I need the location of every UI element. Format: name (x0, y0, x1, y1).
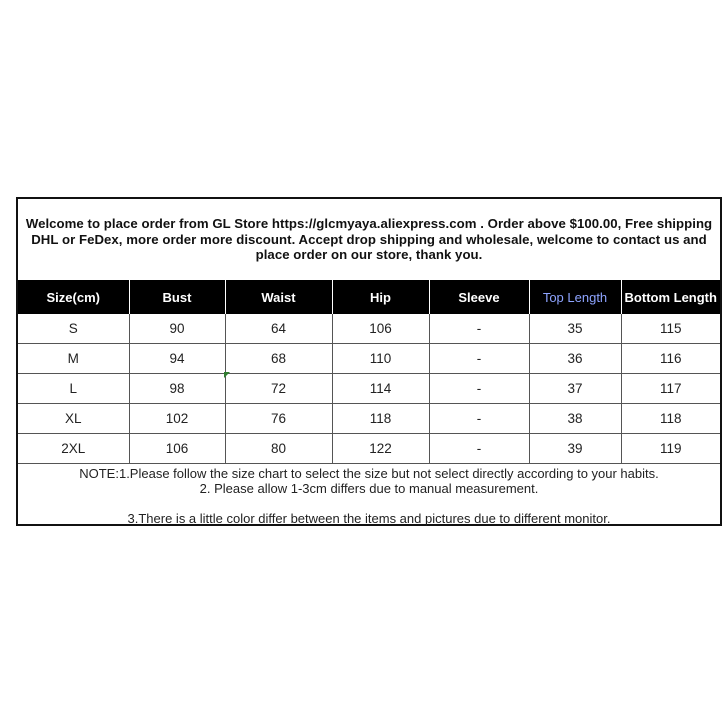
cell-bust: 102 (129, 404, 225, 434)
header-waist: Waist (225, 280, 332, 315)
cell-top-length: 38 (529, 404, 621, 434)
cell-waist: 64 (225, 314, 332, 344)
header-sleeve: Sleeve (429, 280, 529, 315)
cell-hip: 110 (332, 344, 429, 374)
cell-sleeve: - (429, 404, 529, 434)
size-chart (16, 197, 722, 526)
cell-bottom-length: 118 (621, 404, 720, 434)
cell-waist: 72 (225, 374, 332, 404)
cell-hip: 114 (332, 374, 429, 404)
table-row (18, 434, 720, 464)
cell-bust: 94 (129, 344, 225, 374)
header-top-length: Top Length (529, 280, 621, 315)
cell-waist: 76 (225, 404, 332, 434)
header-size: Size(cm) (18, 280, 129, 315)
header-hip: Hip (332, 280, 429, 315)
cell-size: XL (18, 404, 129, 434)
cell-size: S (68, 321, 78, 336)
table-row (18, 374, 720, 404)
welcome-line-2: DHL or FeDex, more order more discount. Accept drop shipping and wholesale, welcome to contact us and (31, 231, 707, 247)
cell-comment-marker (224, 372, 230, 378)
cell-top-length: 39 (529, 434, 621, 464)
welcome-line-3: place order on our store, thank you. (255, 247, 483, 262)
cell-size: M (18, 344, 129, 374)
header-bottom-length: Bottom Length (621, 280, 720, 315)
cell-sleeve: - (429, 434, 529, 464)
note-line-2: 2. Please allow 1-3cm differs due to manual measurement. (199, 481, 539, 496)
note-spacer (18, 496, 720, 511)
cell-size: L (18, 374, 129, 404)
cell-sleeve: - (429, 374, 529, 404)
cell-bust: 106 (129, 434, 225, 464)
cell-bust: 98 (129, 374, 225, 404)
cell-top-length: 35 (529, 314, 621, 344)
notes-section (18, 463, 720, 526)
table-row (18, 344, 720, 374)
note-line-1: NOTE:1.Please follow the size chart to select the size but not select directly according to your habits. (79, 466, 659, 481)
welcome-line-1: Welcome to place order from GL Store https://glcmyaya.aliexpress.com . Order above $100.00, Free shipping (25, 216, 713, 231)
size-table (18, 279, 720, 463)
cell-hip: 122 (332, 434, 429, 464)
cell-bottom-length: 116 (621, 344, 720, 374)
cell-top-length: 36 (529, 344, 621, 374)
table-row (18, 404, 720, 434)
welcome-message (18, 199, 720, 279)
cell-hip: 106 (332, 314, 429, 344)
note-line-3: 3.There is a little color differ between the items and pictures due to different monitor. (127, 511, 611, 526)
cell-top-length: 37 (529, 374, 621, 404)
cell-sleeve: - (429, 314, 529, 344)
table-header-row (18, 280, 720, 315)
table-row (18, 314, 720, 344)
cell-bust: 90 (129, 314, 225, 344)
cell-sleeve: - (429, 344, 529, 374)
cell-waist: 80 (225, 434, 332, 464)
header-bust: Bust (129, 280, 225, 315)
cell-bottom-length: 115 (621, 314, 720, 344)
cell-size: 2XL (18, 434, 129, 464)
cell-hip: 118 (332, 404, 429, 434)
cell-waist: 68 (225, 344, 332, 374)
cell-bottom-length: 117 (621, 374, 720, 404)
cell-bottom-length: 119 (621, 434, 720, 464)
